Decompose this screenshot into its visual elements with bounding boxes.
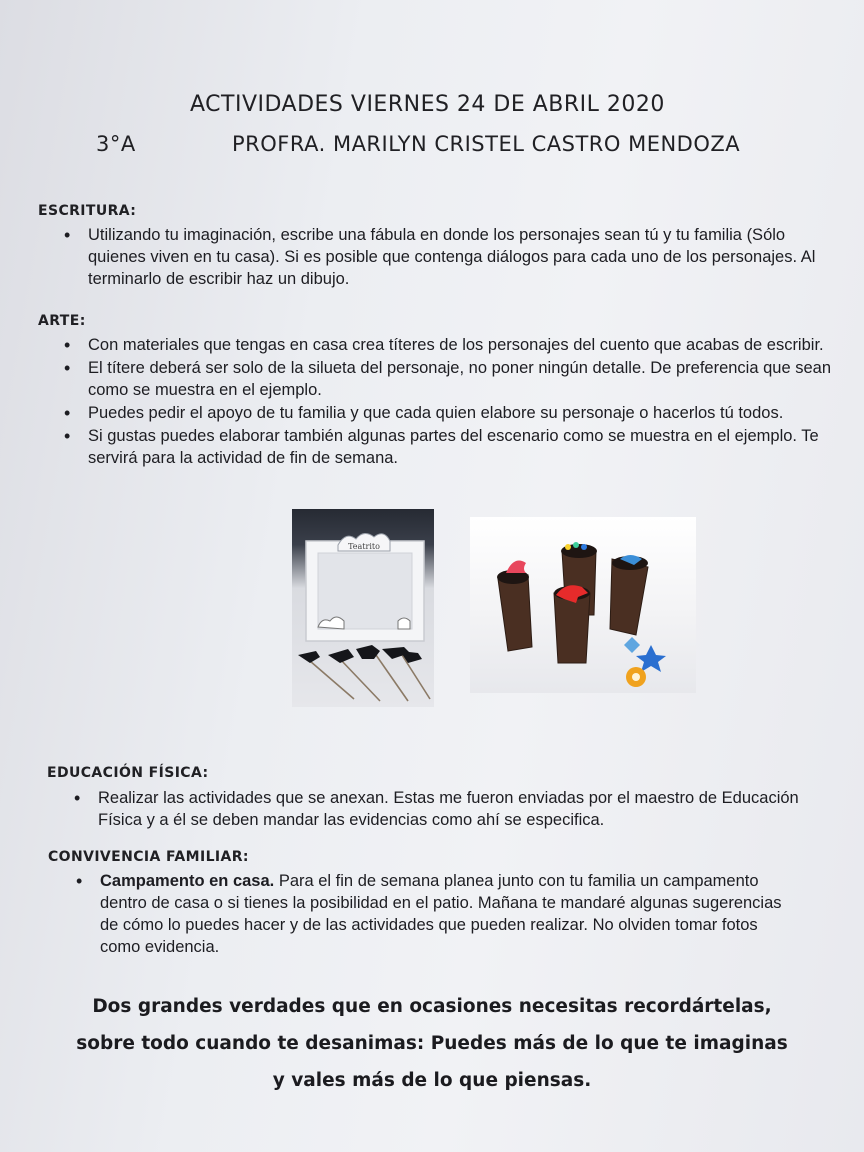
arte-list — [56, 334, 834, 470]
convivencia-list — [68, 870, 798, 959]
list-item: • Utilizando tu imaginación, escribe una fábula en donde los personajes sean tú y tu familia (Sólo quienes viven en tu casa). Si es posible que contenga diálogos para cada uno de los personajes. Al terminarlo de escribir haz un dibujo. — [56, 224, 816, 290]
list-item: • Con materiales que tengas en casa crea títeres de los personajes del cuento que acabas de escribir. — [56, 334, 834, 356]
educacion-fisica-list — [66, 787, 814, 832]
closing-quote — [20, 988, 844, 1099]
list-item: • Realizar las actividades que se anexan. Estas me fueron enviadas por el maestro de Educación Física y a él se deben mandar las evidencias como ahí se especifica. — [66, 787, 814, 831]
heading-educacion-fisica: EDUCACIÓN FÍSICA: — [47, 765, 209, 781]
escritura-list — [56, 224, 816, 291]
quote-line: Dos grandes verdades que en ocasiones necesitas recordártelas, — [92, 996, 772, 1017]
quote-line: y vales más de lo que piensas. — [272, 1070, 592, 1091]
document-title: ACTIVIDADES VIERNES 24 DE ABRIL 2020 — [190, 92, 665, 117]
heading-arte: ARTE: — [38, 313, 86, 329]
puppet-theater-illustration — [292, 509, 434, 707]
list-item: • Puedes pedir el apoyo de tu familia y que cada quien elabore su personaje o hacerlos tú todos. — [56, 402, 834, 424]
cup-puppets-illustration — [470, 517, 696, 693]
list-item: • Si gustas puedes elaborar también algunas partes del escenario como se muestra en el ejemplo. Te servirá para la actividad de fin de semana. — [56, 425, 834, 469]
list-item: • El títere deberá ser solo de la silueta del personaje, no poner ningún detalle. De preferencia que sean como se muestra en el ejemplo. — [56, 357, 834, 401]
puppet-theater-photo — [292, 509, 434, 707]
list-item — [68, 870, 798, 958]
quote-line: sobre todo cuando te desanimas: Puedes más de lo que te imaginas — [76, 1033, 788, 1054]
teacher-name: PROFRA. MARILYN CRISTEL CASTRO MENDOZA — [232, 132, 741, 156]
heading-escritura: ESCRITURA: — [38, 203, 137, 219]
heading-convivencia-familiar: CONVIVENCIA FAMILIAR: — [48, 849, 249, 865]
group-label: 3°A — [96, 132, 136, 156]
theater-sign: Teatrito — [348, 542, 380, 551]
item-text: Para el fin de semana planea junto con tu familia un campamento dentro de casa o si tienes la posibilidad en el patio. Mañana te mandaré algunas sugerencias de cómo lo puedes hacer y de las actividades que pueden realizar. No olviden tomar fotos como evidencia. — [100, 872, 782, 956]
cup-puppets-photo — [470, 517, 696, 693]
bold-lead: Campamento en casa. — [100, 872, 275, 890]
